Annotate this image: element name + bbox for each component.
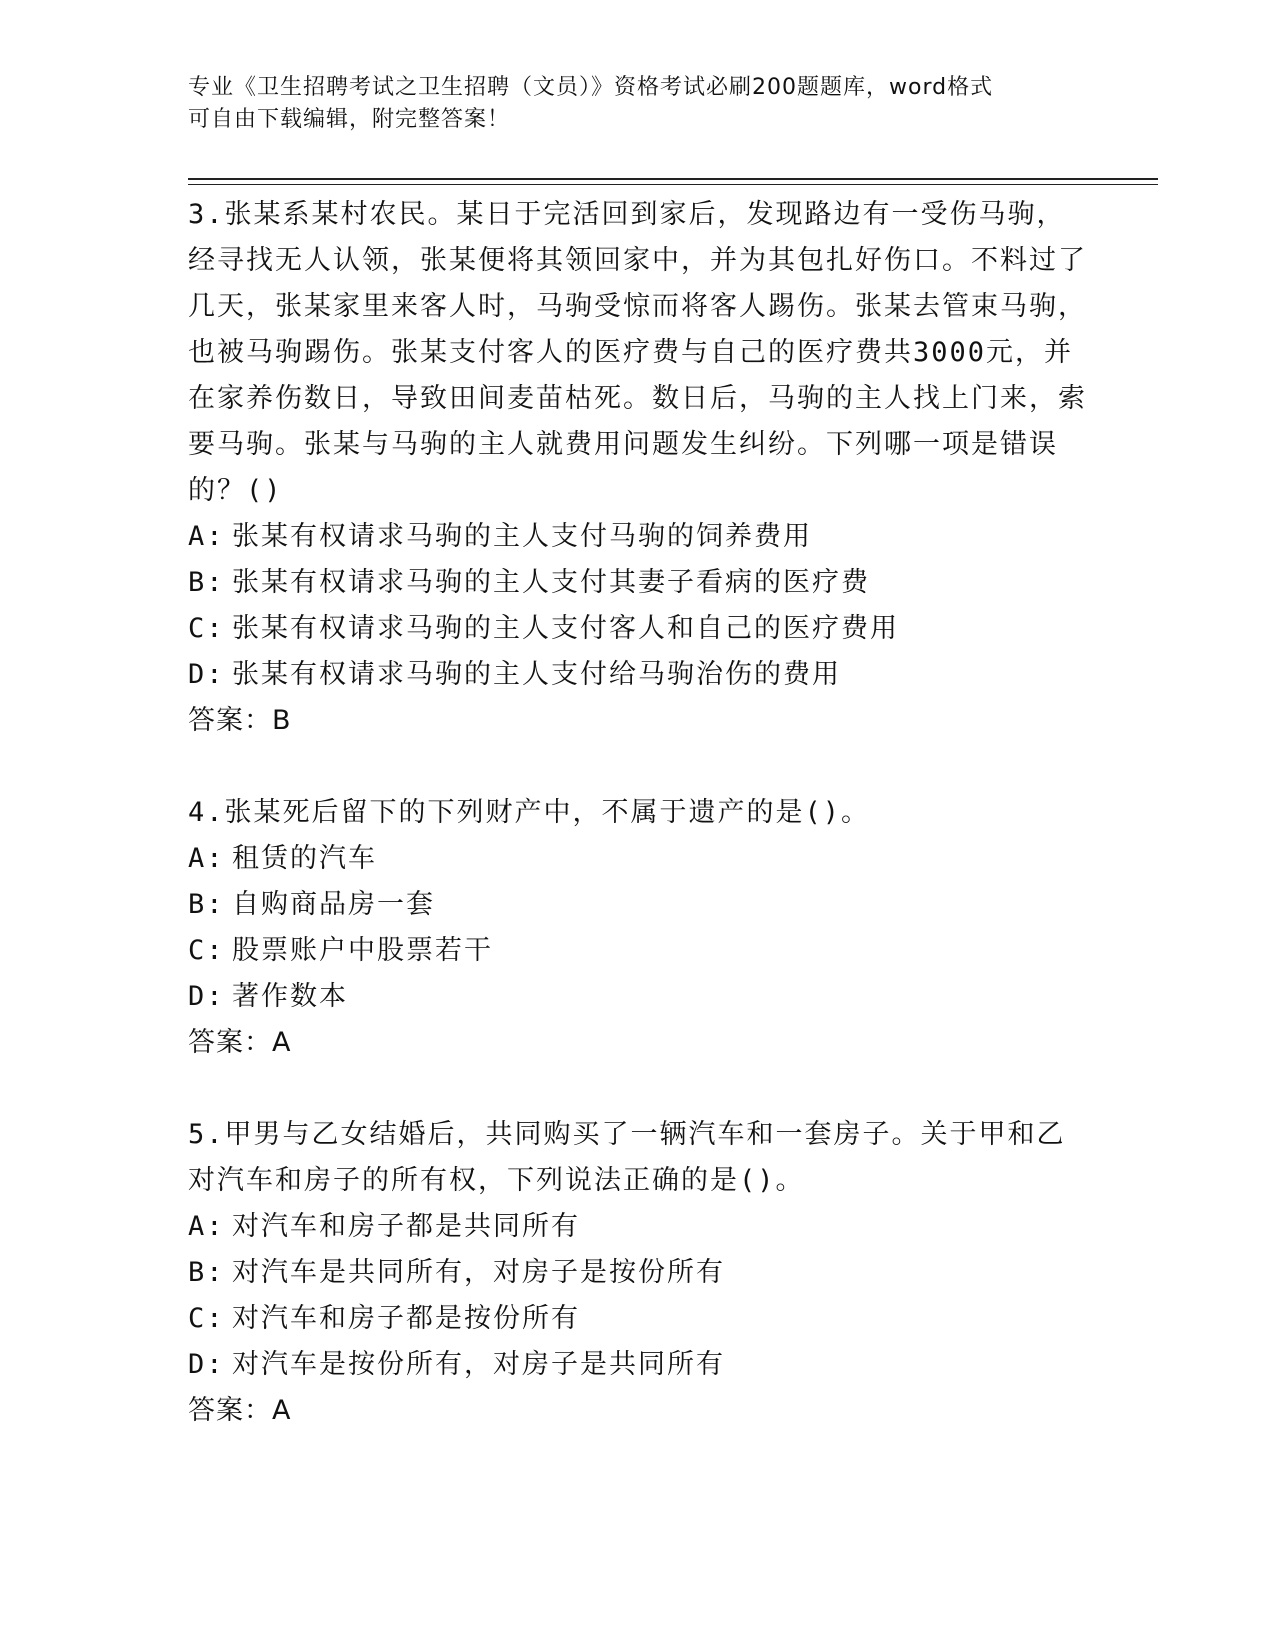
question-stem: 5.甲男与乙女结婚后，共同购买了一辆汽车和一套房子。关于甲和乙对汽车和房子的所有权，下列说法正确的是()。 bbox=[188, 1119, 1066, 1196]
option-text: 股票账户中股票若干 bbox=[232, 935, 493, 966]
option-text: 对汽车和房子都是按份所有 bbox=[232, 1303, 580, 1334]
answer: 答案：A bbox=[188, 1395, 292, 1426]
option-label: B: bbox=[188, 889, 225, 920]
option-label: A: bbox=[188, 1211, 225, 1242]
option-label: B: bbox=[188, 1257, 225, 1288]
option-b bbox=[188, 882, 1088, 928]
page-header bbox=[188, 72, 1068, 136]
header-line-1: 专业《卫生招聘考试之卫生招聘（文员）》资格考试必刷200题题库，word格式 bbox=[188, 75, 994, 100]
option-b bbox=[188, 560, 1088, 606]
option-label: C: bbox=[188, 613, 225, 644]
option-label: A: bbox=[188, 843, 225, 874]
option-text: 张某有权请求马驹的主人支付其妻子看病的医疗费 bbox=[232, 567, 870, 598]
question-stem: 4.张某死后留下的下列财产中，不属于遗产的是()。 bbox=[188, 797, 871, 828]
option-text: 租赁的汽车 bbox=[232, 843, 377, 874]
question-stem: 3.张某系某村农民。某日于完活回到家后，发现路边有一受伤马驹，经寻找无人认领，张某便将其领回家中，并为其包扎好伤口。不料过了几天，张某家里来客人时，马驹受惊而将客人踢伤。张某去管束马驹，也被马驹踢伤。张某支付客人的医疗费与自己的医疗费共3000元，并在家养伤数日，导致田间麦苗枯死。数日后，马驹的主人找上门来，索要马驹。张某与马驹的主人就费用问题发生纠纷。下列哪一项是错误的？() bbox=[188, 199, 1087, 506]
option-c bbox=[188, 606, 1088, 652]
option-a bbox=[188, 1204, 1088, 1250]
option-label: D: bbox=[188, 981, 225, 1012]
question-5 bbox=[188, 1112, 1088, 1434]
answer: 答案：B bbox=[188, 705, 292, 736]
option-text: 对汽车是按份所有，对房子是共同所有 bbox=[232, 1349, 725, 1380]
option-a bbox=[188, 514, 1088, 560]
option-label: C: bbox=[188, 1303, 225, 1334]
option-a bbox=[188, 836, 1088, 882]
option-b bbox=[188, 1250, 1088, 1296]
option-c bbox=[188, 928, 1088, 974]
question-list bbox=[188, 192, 1088, 1480]
header-rule-thick bbox=[188, 178, 1158, 180]
option-text: 张某有权请求马驹的主人支付马驹的饲养费用 bbox=[232, 521, 812, 552]
question-4 bbox=[188, 790, 1088, 1066]
option-label: B: bbox=[188, 567, 225, 598]
option-label: D: bbox=[188, 1349, 225, 1380]
option-text: 著作数本 bbox=[232, 981, 348, 1012]
option-d bbox=[188, 652, 1088, 698]
option-d bbox=[188, 974, 1088, 1020]
option-label: A: bbox=[188, 521, 225, 552]
header-rule-thin bbox=[188, 184, 1158, 185]
header-line-2: 可自由下载编辑，附完整答案！ bbox=[188, 107, 511, 132]
option-label: D: bbox=[188, 659, 225, 690]
option-label: C: bbox=[188, 935, 225, 966]
option-d bbox=[188, 1342, 1088, 1388]
option-text: 张某有权请求马驹的主人支付给马驹治伤的费用 bbox=[232, 659, 841, 690]
option-c bbox=[188, 1296, 1088, 1342]
option-text: 对汽车和房子都是共同所有 bbox=[232, 1211, 580, 1242]
option-text: 自购商品房一套 bbox=[232, 889, 435, 920]
option-text: 对汽车是共同所有，对房子是按份所有 bbox=[232, 1257, 725, 1288]
question-3 bbox=[188, 192, 1088, 744]
option-text: 张某有权请求马驹的主人支付客人和自己的医疗费用 bbox=[232, 613, 899, 644]
answer: 答案：A bbox=[188, 1027, 292, 1058]
